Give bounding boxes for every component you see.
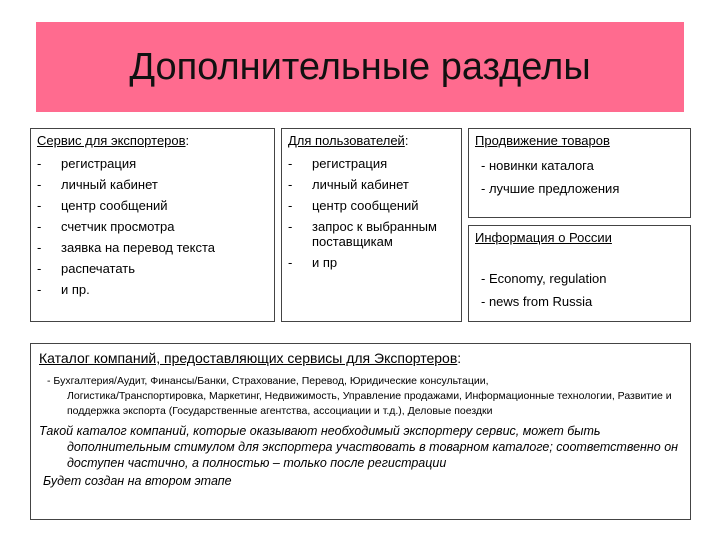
exporters-list bbox=[37, 156, 268, 297]
promotion-heading: Продвижение товаров bbox=[475, 133, 610, 148]
list-item: - и пр. bbox=[37, 282, 90, 297]
list-item: - центр сообщений bbox=[288, 198, 419, 213]
list-item: - личный кабинет bbox=[37, 177, 158, 192]
list-item: - и пр bbox=[288, 255, 338, 270]
exporters-box bbox=[30, 128, 275, 322]
russia-box bbox=[468, 225, 691, 322]
list-item: - запрос к выбранным поставщикам bbox=[288, 219, 437, 249]
catalog-note: Такой каталог компаний, которые оказывают необходимый экспортеру сервис, может быть дополнительным стимулом для экспортера участвовать в товарном каталоге; соответственно он доступен частично, а полностью – только после регистрации bbox=[39, 424, 679, 470]
catalog-box bbox=[30, 343, 691, 520]
promotion-item: - новинки каталога bbox=[481, 158, 594, 173]
list-item: - регистрация bbox=[37, 156, 137, 171]
list-item: - заявка на перевод текста bbox=[37, 240, 216, 255]
list-item: - распечатать bbox=[37, 261, 135, 276]
users-heading: Для пользователей: bbox=[288, 133, 409, 148]
users-box bbox=[281, 128, 462, 322]
list-item: - личный кабинет bbox=[288, 177, 409, 192]
list-item: - регистрация bbox=[288, 156, 388, 171]
title-bar bbox=[36, 22, 684, 112]
exporters-heading: Сервис для экспортеров: bbox=[37, 133, 190, 148]
catalog-stage: Будет создан на втором этапе bbox=[43, 474, 232, 488]
russia-item: - news from Russia bbox=[481, 294, 593, 309]
russia-item: - Economy, regulation bbox=[481, 271, 607, 286]
users-list bbox=[288, 156, 455, 270]
list-item: - счетчик просмотра bbox=[37, 219, 175, 234]
russia-heading: Информация о России bbox=[475, 230, 612, 245]
catalog-services: - Бухгалтерия/Аудит, Финансы/Банки, Страхование, Перевод, Юридические консультации, Логистика/Транспортировка, Маркетинг, Недвижимость, Управление продажами, Информационные технологии, Развитие и поддержка экспорта (Государственные агентства, ассоциации и т.д.), Деловые поездки bbox=[47, 375, 672, 417]
catalog-heading: Каталог компаний, предоставляющих сервисы для Экспортеров: bbox=[39, 350, 462, 366]
promotion-item: - лучшие предложения bbox=[481, 181, 620, 196]
page-title: Дополнительные разделы bbox=[129, 45, 591, 88]
list-item: - центр сообщений bbox=[37, 198, 168, 213]
promotion-box bbox=[468, 128, 691, 218]
